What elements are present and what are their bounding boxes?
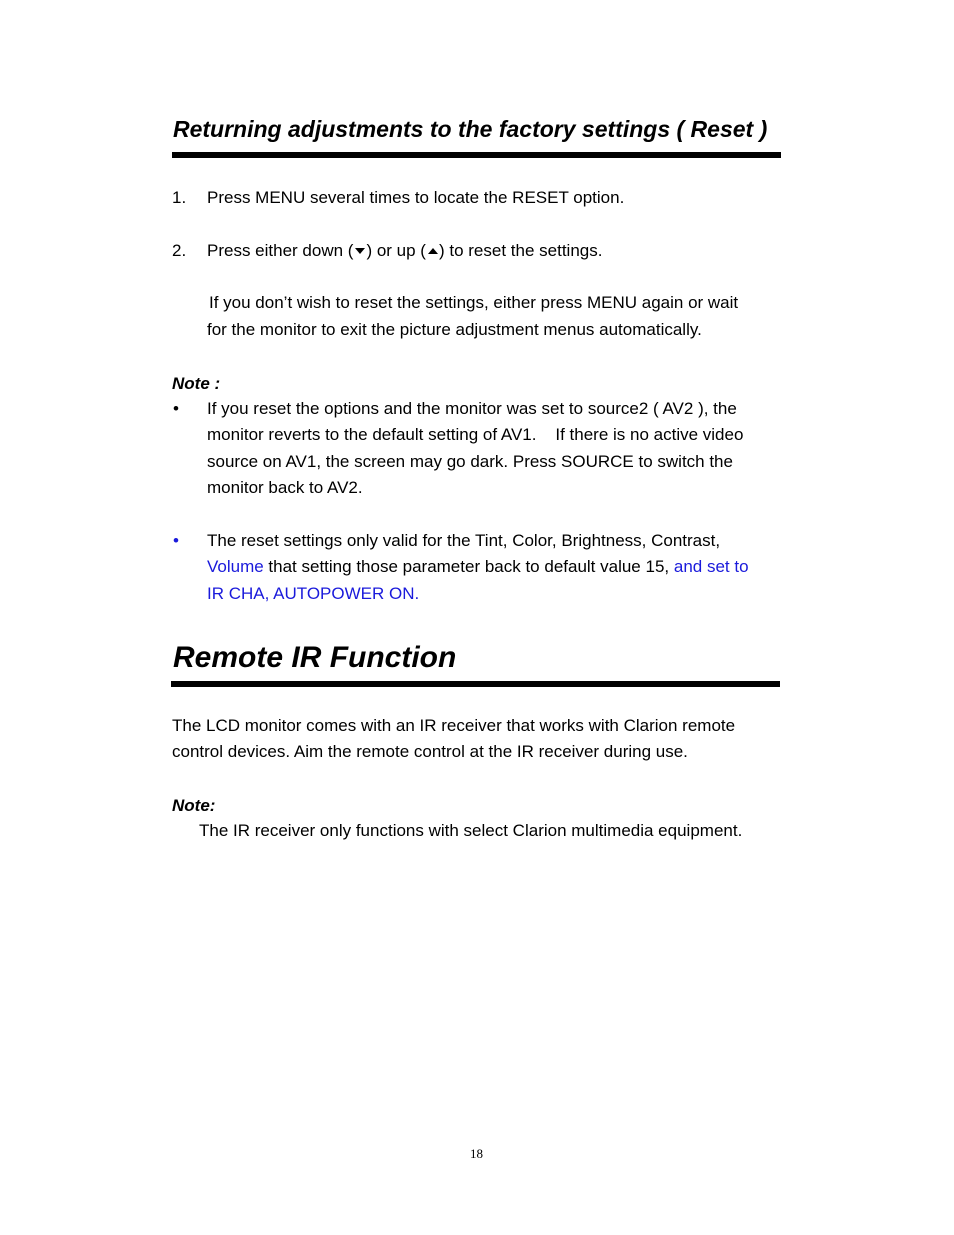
bullet-2-line-1: The reset settings only valid for the Tint, Color, Brightness, Contrast, [207, 531, 721, 550]
volume-highlight: Volume [207, 557, 264, 576]
ir-body-line-1: The LCD monitor comes with an IR receiver that works with Clarion remote [172, 716, 736, 735]
bullet-2-symbol: • [173, 531, 179, 550]
bullet-2-line-3: IR CHA, AUTOPOWER ON. [207, 584, 420, 603]
step-2-text-pre: Press either down ( [207, 241, 354, 260]
bullet-1-line-1: If you reset the options and the monitor was set to source2 ( AV2 ), the [207, 399, 737, 418]
ir-note-text: The IR receiver only functions with select Clarion multimedia equipment. [199, 821, 743, 840]
step-1-text: Press MENU several times to locate the RESET option. [207, 188, 625, 207]
ir-body-line-2: control devices. Aim the remote control at the IR receiver during use. [172, 742, 688, 761]
step-2-number: 2. [172, 241, 187, 260]
step-1-number: 1. [172, 188, 187, 207]
bullet-1-line-3: source on AV1, the screen may go dark. Press SOURCE to switch the [207, 452, 733, 471]
step-2-text-mid: ) or up ( [366, 241, 426, 260]
bullet-2-line-2 [207, 554, 749, 581]
down-triangle-icon [355, 248, 365, 254]
ir-title-rule [171, 681, 780, 687]
step-2-text [207, 238, 602, 265]
bullet-1-line-4: monitor back to AV2. [207, 478, 363, 497]
bullet-2-line-2-text: that setting those parameter back to default value 15, [263, 557, 674, 576]
up-triangle-icon [428, 248, 438, 254]
set-to-highlight: and set to [673, 557, 749, 576]
reset-info-line-2: for the monitor to exit the picture adjustment menus automatically. [207, 320, 702, 339]
step-2-text-post: ) to reset the settings. [438, 241, 603, 260]
page-number: 18 [470, 1146, 483, 1161]
ir-section-title: Remote IR Function [173, 641, 457, 674]
bullet-1-symbol: • [173, 399, 179, 418]
reset-title-rule [172, 152, 781, 158]
reset-note-label: Note : [172, 374, 221, 393]
reset-section-title: Returning adjustments to the factory settings ( Reset ) [173, 116, 768, 142]
ir-note-label: Note: [172, 796, 216, 815]
bullet-1-line-2: monitor reverts to the default setting of AV1. If there is no active video [207, 425, 744, 444]
reset-info-line-1: If you don’t wish to reset the settings, either press MENU again or wait [209, 293, 739, 312]
